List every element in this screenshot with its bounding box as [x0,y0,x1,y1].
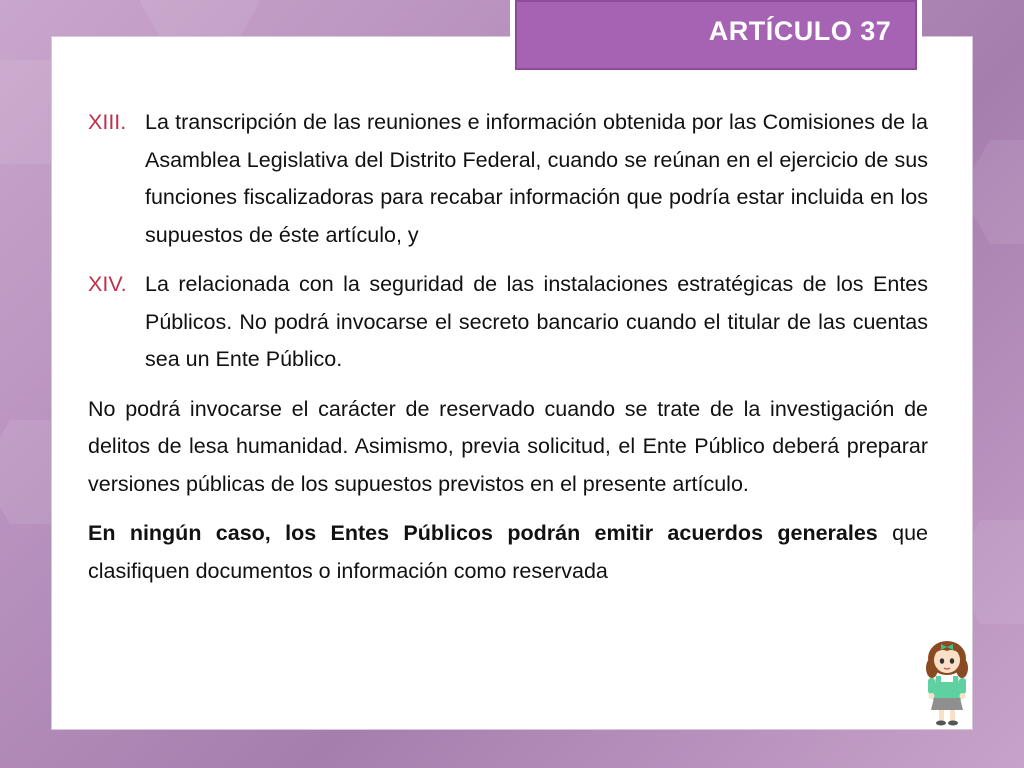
item-text: La transcripción de las reuniones e información obtenida por las Comisiones de la Asamblea Legislativa del Distrito Federal, cuando se reúnan en el ejercicio de sus funciones fiscalizadoras para recabar información que podría estar incluida en los supuestos de éste artículo, y [145,110,928,247]
item-text: La relacionada con la seguridad de las instalaciones estratégicas de los Entes Públicos. No podrá invocarse el secreto bancario cuando el titular de las cuentas sea un Ente Público. [145,272,928,371]
girl-cartoon-icon [922,636,972,726]
closing-paragraph [88,515,928,590]
slide-content [88,104,928,602]
slide-title: ARTÍCULO 37 [708,15,892,46]
list-item [88,266,928,379]
item-number: XIII. [88,110,127,134]
item-number: XIV. [88,272,127,296]
paragraph-rest: que clasifiquen documentos o información como reservada [88,521,928,583]
paragraph: No podrá invocarse el carácter de reservado cuando se trate de la investigación de delitos de lesa humanidad. Asimismo, previa solicitud, el Ente Público deberá preparar versiones públicas de los supuestos previstos en el presente artículo. [88,396,928,496]
list-item [88,104,928,254]
title-banner [515,0,917,70]
bold-phrase: En ningún caso, los Entes Públicos podrán emitir acuerdos generales [88,521,878,545]
title-frame [510,0,922,76]
